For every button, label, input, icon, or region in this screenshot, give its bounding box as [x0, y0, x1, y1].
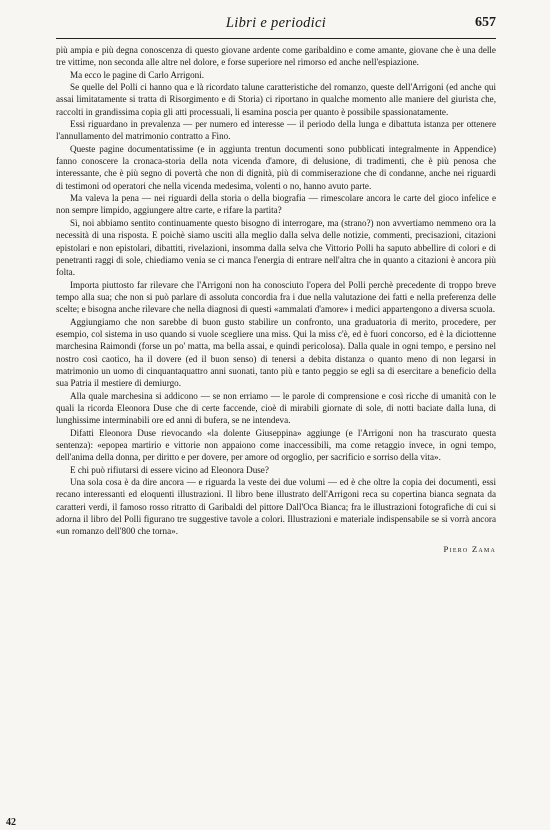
author-signature: Piero Zama — [443, 543, 496, 554]
paragraph: Aggiungiamo che non sarebbe di buon gusto stabilire un confronto, una graduatoria di merito, procedere, per esempio, col sistema in uso quando si vuole scegliere una miss. Qui la miss c'è, ed è fuori concorso, ed è la diciottenne marchesina Raimondi (forse un po' matta, ma bella assai, e quindi pericolosa). Dalla quale in ogni tempo, e persino nel nostro così caotico, ha il dovere (ed il buon senso) di tenersi a debita distanza o quanto meno di non legarsi in matrimonio un uomo di cinquantaquattro anni suonati, tanto più e tanto peggio se egli sa di esercitare a beneficio della sua Patria il mestiere di demiurgo. — [56, 316, 496, 389]
paragraph: Difatti Eleonora Duse rievocando «la dolente Giuseppina» aggiunge (e l'Arrigoni non ha trascurato questa sentenza): «epopea martirio e vittorie non appaiono come inaccessibili, ma come retaggio invece, in ogni tempo, dell'anima della donna, per diritto e per dovere, per amore od orgoglio, per sacrificio e sorriso della vita». — [56, 427, 496, 463]
paragraph: Sì, noi abbiamo sentito continuamente questo bisogno di interrogare, ma (strano?) non avvertiamo nemmeno ora la necessità di una risposta. E poichè siamo usciti alla meglio dalla selva delle notizie, commenti, precisazioni, citazioni epistolari e non epistolari, dibattiti, rivelazioni, insomma dalla selva che Vittorio Polli ha saputo abbellire di colori e di penetranti raggi di sole, chiediamo venia se ci manca l'energia di entrare nell'altra che in quanto a citazioni è ancora più folta. — [56, 217, 496, 278]
paragraph: Ma valeva la pena — nei riguardi della storia o della biografia — rimescolare ancora le carte del gioco infelice e non sempre limpido, aggiungere altre carte, e rifare la partita? — [56, 193, 496, 216]
paragraph: più ampia e più degna conoscenza di questo giovane ardente come garibaldino e come amante, giovane che è una delle tre vittime, non seconda alle altre nel dolore, e forse superiore nel rimorso ed anche nell'espiazione. — [56, 45, 496, 68]
paragraph: Se quelle del Polli ci hanno qua e là ricordato talune caratteristiche del romanzo, queste dell'Arrigoni (ed anche qui assai limitatamente si tratta di Risorgimento e di Storia) ci riportano in qualche momento alle maniere del giurista che, raccolti in grandissima copia gli atti processuali, li esamina poscia per quanto è possibile spassionatamente. — [56, 82, 496, 117]
paragraph: Essi riguardano in prevalenza — per numero ed interesse — il periodo della lunga e dibattuta istanza per ottenere l'annullamento del matrimonio contratto a Fino. — [56, 119, 496, 142]
paragraph: Importa piuttosto far rilevare che l'Arrigoni non ha conosciuto l'opera del Polli perchè precedente di troppo breve tempo alla sua; che non si può parlare di assoluta concordia fra i due nella valutazione dei fatti e nella preferenza delle scelte; e bisogna anche rilevare che nella diagnosi di questi «ammalati d'amore» i medici appartengono a diversa scuola. — [56, 279, 496, 315]
paragraph: Alla quale marchesina si addicono — se non erriamo — le parole di comprensione e così ricche di umanità con le quali la ricorda Eleonora Duse che di certe faccende, cioè di mirabili giornate di sole, di notti baciate dalla luna, di lunghissime interminabili ore ed anni di bufera, se ne intendeva. — [56, 390, 496, 426]
paragraph: E chi può rifiutarsi di essere vicino ad Eleonora Duse? — [70, 464, 269, 475]
page-number: 657 — [475, 15, 496, 30]
paragraph: Queste pagine documentatissime (e in aggiunta trentun documenti sono pubblicati integralmente in Appendice) fanno conoscere la cronaca-storia della nota vicenda d'amore, di delusione, di tradimenti, che è più penosa che interessante, che è più segno di povertà che non di dignità, più di commiserazione che di condanne, anche nei riguardi di testimoni od operatori che nella vicenda medesima, volenti o no, hanno avuto parte. — [56, 143, 496, 191]
footer-number: 42 — [6, 817, 16, 828]
section-title: Libri e periodici — [225, 15, 327, 31]
paragraph: Ma ecco le pagine di Carlo Arrigoni. — [70, 69, 205, 80]
book-page — [56, 14, 496, 554]
running-header — [56, 14, 496, 39]
paragraph: Una sola cosa è da dire ancora — e riguarda la veste dei due volumi — ed è che oltre la copia dei documenti, essi recano interessanti ed eloquenti illustrazioni. Il libro bene illustrato dell'Arrigoni reca su copertina bianca segnata da caratteri verdi, il famoso rosso ritratto di Garibaldi del pittore Dall'Oca Bianca; fra le illustrazioni fotografiche di cui si adorna il libro del Polli figurano tre suggestive tavole a colori. Illustrazioni e materiale indispensabile se si vorrà ancora «un romanzo dell'800 che torna». — [56, 477, 496, 537]
review-body — [56, 44, 496, 538]
